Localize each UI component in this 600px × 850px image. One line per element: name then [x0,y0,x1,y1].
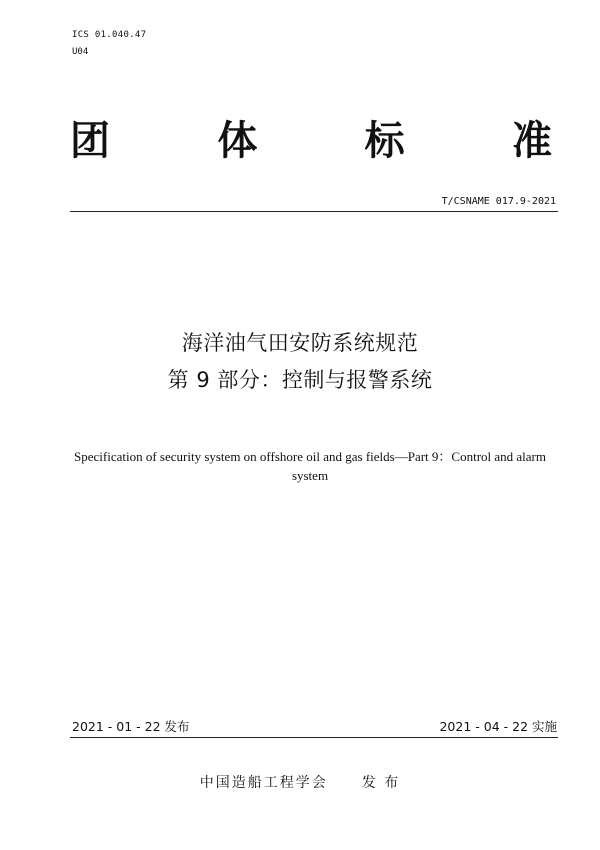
ics-code: ICS 01.040.47 [72,30,147,40]
doc-type-char-4: 准 [511,118,552,164]
header-divider [70,211,558,212]
doc-type-char-2: 体 [217,118,258,164]
doc-type-char-1: 团 [70,118,110,164]
doc-type-char-3: 标 [364,118,405,164]
title-zh-line-1: 海洋油气田安防系统规范 [181,331,419,355]
issue-date: 2021 - 01 - 22 发布 [72,719,190,734]
ccs-code: U04 [72,47,89,57]
title-zh-line-2: 第 9 部分：控制与报警系统 [167,368,433,392]
publisher-action: 发 布 [361,775,401,791]
document-type-heading [70,118,552,164]
implement-date: 2021 - 04 - 22 实施 [439,719,557,734]
title-en: Specification of security system on offshore oil and gas fields—Part 9：Control and alarm system [74,449,546,483]
publisher-org: 中国造船工程学会 [199,775,328,791]
publisher-line [0,774,600,792]
standard-number: T/CSNAME 017.9-2021 [441,196,556,207]
footer-divider [70,737,558,738]
